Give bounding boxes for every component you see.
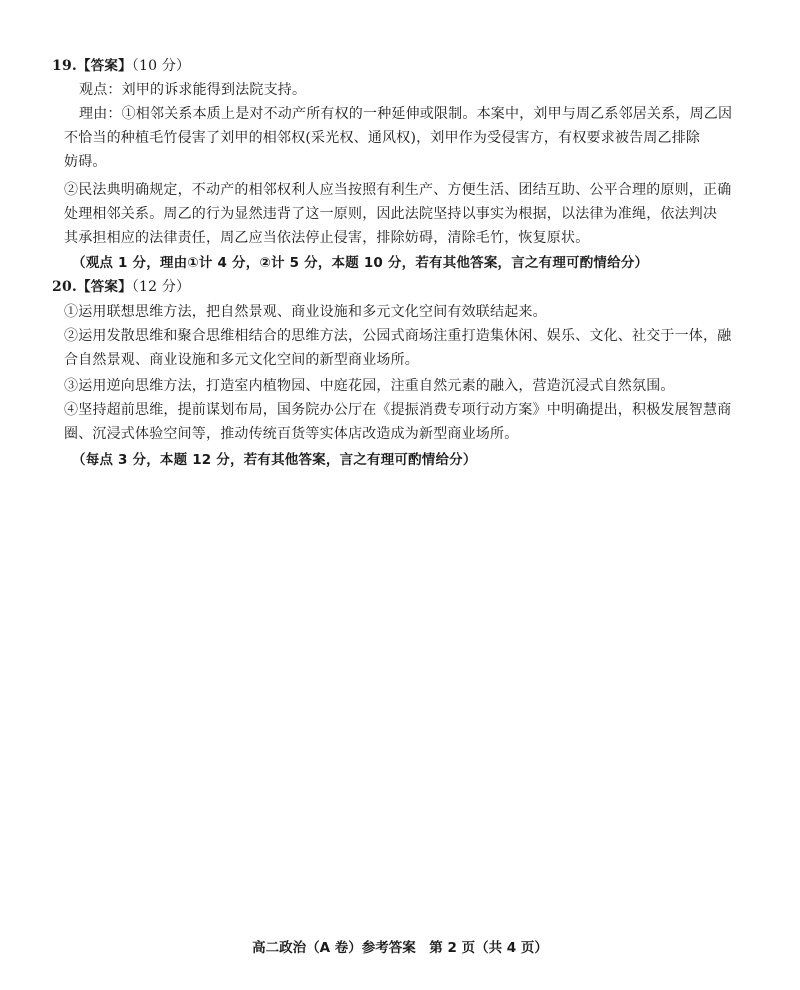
q19-answer-label: 【答案】	[76, 58, 132, 74]
q19-points: （10 分）	[131, 58, 191, 74]
q20-item4-line1: ④坚持超前思维，提前谋划布局，国务院办公厅在《提振消费专项行动方案》中明确提出，积极发展智慧商	[64, 402, 732, 418]
q20-scoring: （每点 3 分，本题 12 分，若有其他答案，言之有理可酌情给分）	[72, 452, 477, 468]
q20-item3: ③运用逆向思维方法，打造室内植物园、中庭花园，注重自然元素的融入，营造沉浸式自然氛围。	[64, 378, 675, 394]
q20-answer-label: 【答案】	[76, 279, 132, 295]
q20-number: 20.	[52, 279, 77, 295]
q19-reason-line1: 理由：①相邻关系本质上是对不动产所有权的一种延伸或限制。本案中，刘甲与周乙系邻居关系，周乙因	[79, 106, 733, 122]
q20-item2-line1: ②运用发散思维和聚合思维相结合的思维方法，公园式商场注重打造集休闲、娱乐、文化、社交于一体，融	[64, 328, 732, 344]
q20-points: （12 分）	[131, 279, 191, 295]
q20-item2-line2: 合自然景观、商业设施和多元文化空间的新型商业场所。	[64, 352, 419, 368]
q19-point2-line1: ②民法典明确规定，不动产的相邻权利人应当按照有利生产、方便生活、团结互助、公平合理的原则，正确	[64, 182, 732, 198]
q19-heading	[52, 56, 190, 76]
q19-point2-line2: 处理相邻关系。周乙的行为显然违背了这一原则，因此法院坚持以事实为根据，以法律为准绳，依法判决	[64, 206, 718, 222]
q19-point2-line3: 其承担相应的法律责任，周乙应当依法停止侵害，排除妨碍，清除毛竹，恢复原状。	[64, 230, 590, 246]
q19-number: 19.	[52, 58, 77, 74]
q19-reason-line2: 不恰当的种植毛竹侵害了刘甲的相邻权(采光权、通风权)，刘甲作为受侵害方，有权要求被告周乙排除	[64, 130, 701, 146]
q20-heading	[52, 277, 190, 297]
q20-item4-line2: 圈、沉浸式体验空间等，推动传统百货等实体店改造成为新型商业场所。	[64, 426, 519, 442]
page-footer: 高二政治（A 卷）参考答案 第 2 页（共 4 页）	[252, 940, 548, 956]
q19-scoring: （观点 1 分，理由①计 4 分，②计 5 分，本题 10 分，若有其他答案，言之有理可酌情给分）	[72, 255, 649, 271]
q19-viewpoint: 观点：刘甲的诉求能得到法院支持。	[79, 82, 307, 98]
q20-item1: ①运用联想思维方法，把自然景观、商业设施和多元文化空间有效联结起来。	[64, 304, 547, 320]
q19-reason-line3: 妨碍。	[64, 154, 107, 170]
